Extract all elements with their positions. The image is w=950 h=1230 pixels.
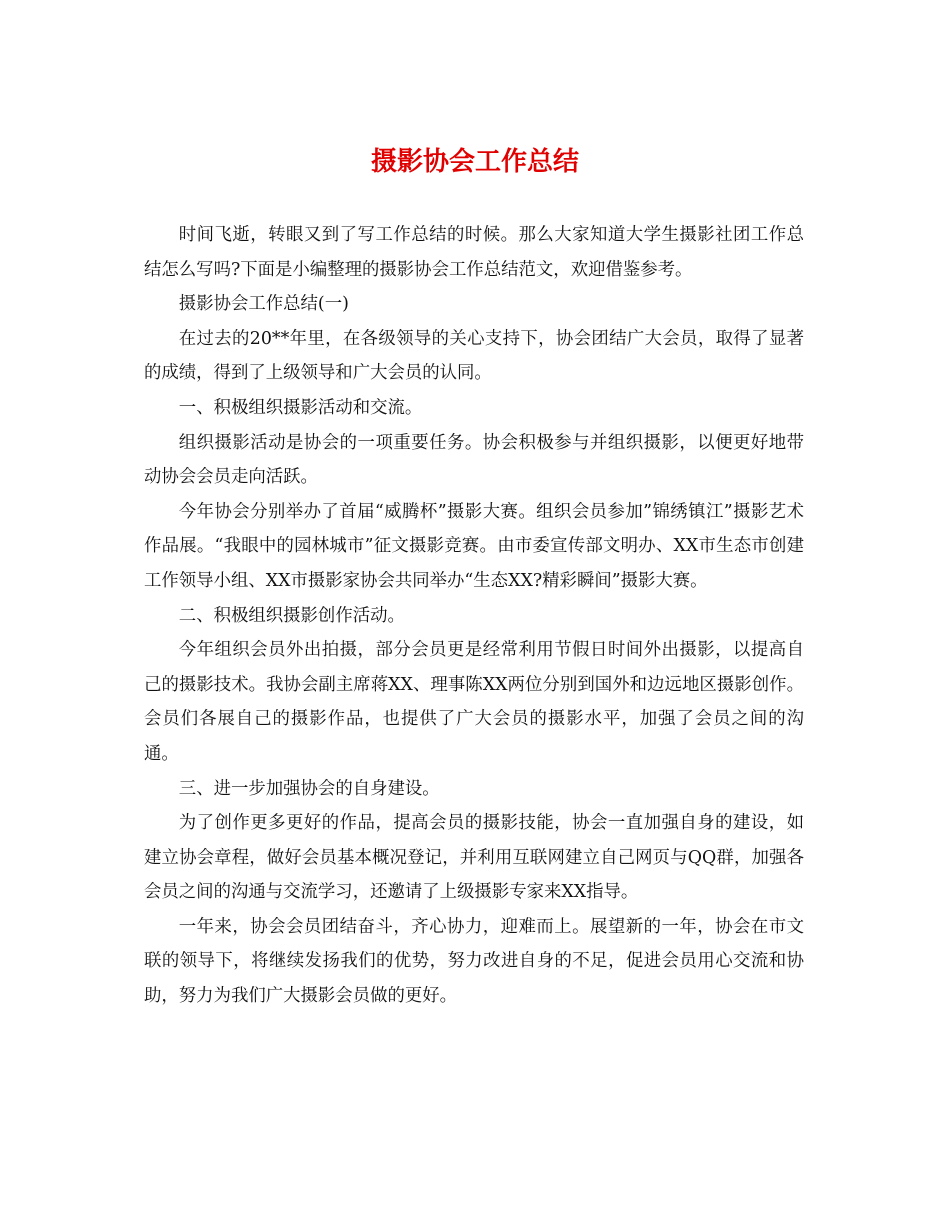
paragraph-conclusion: 一年来，协会会员团结奋斗，齐心协力，迎难而上。展望新的一年，协会在市文联的领导下，将继续发扬我们的优势，努力改进自身的不足，促进会员用心交流和协助，努力为我们广大摄影会员做的更好。	[144, 916, 804, 1007]
paragraph-section-2: 今年组织会员外出拍摄，部分会员更是经常利用节假日时间外出摄影，以提高自己的摄影技术。我协会副主席蒋XX、理事陈XX两位分别到国外和边远地区摄影创作。会员们各展自己的摄影作品，也提供了广大会员的摄影水平，加强了会员之间的沟通。	[144, 640, 804, 764]
section-heading-3: 三、进一步加强协会的自身建设。	[178, 778, 440, 799]
paragraph-intro: 时间飞逝，转眼又到了写工作总结的时候。那么大家知道大学生摄影社团工作总结怎么写吗?下面是小编整理的摄影协会工作总结范文，欢迎借鉴参考。	[144, 225, 804, 280]
paragraph-section-1a: 组织摄影活动是协会的一项重要任务。协会积极参与并组织摄影，以便更好地带动协会会员走向活跃。	[144, 432, 804, 488]
paragraph-section-3: 为了创作更多更好的作品，提高会员的摄影技能，协会一直加强自身的建设，如建立协会章程，做好会员基本概况登记，并利用互联网建立自己网页与QQ群，加强各会员之间的沟通与交流学习，还邀请了上级摄影专家来XX指导。	[144, 813, 804, 903]
document-body	[144, 218, 804, 1014]
section-heading-2: 二、积极组织摄影创作活动。	[178, 605, 405, 626]
paragraph-section-1b: 今年协会分别举办了首届“威腾杯”摄影大赛。组织会员参加”锦绣镇江”摄影艺术作品展。“我眼中的园林城市”征文摄影竞赛。由市委宣传部文明办、XX市生态市创建工作领导小组、XX市摄影家协会共同举办“生态XX?精彩瞬间”摄影大赛。	[144, 501, 804, 591]
section-heading-1: 一、积极组织摄影活动和交流。	[178, 397, 423, 418]
paragraph-subtitle: 摄影协会工作总结(一)	[178, 294, 349, 315]
document-title: 摄影协会工作总结	[370, 147, 579, 177]
paragraph-overview: 在过去的20**年里，在各级领导的关心支持下，协会团结广大会员，取得了显著的成绩，得到了上级领导和广大会员的认同。	[144, 328, 804, 384]
